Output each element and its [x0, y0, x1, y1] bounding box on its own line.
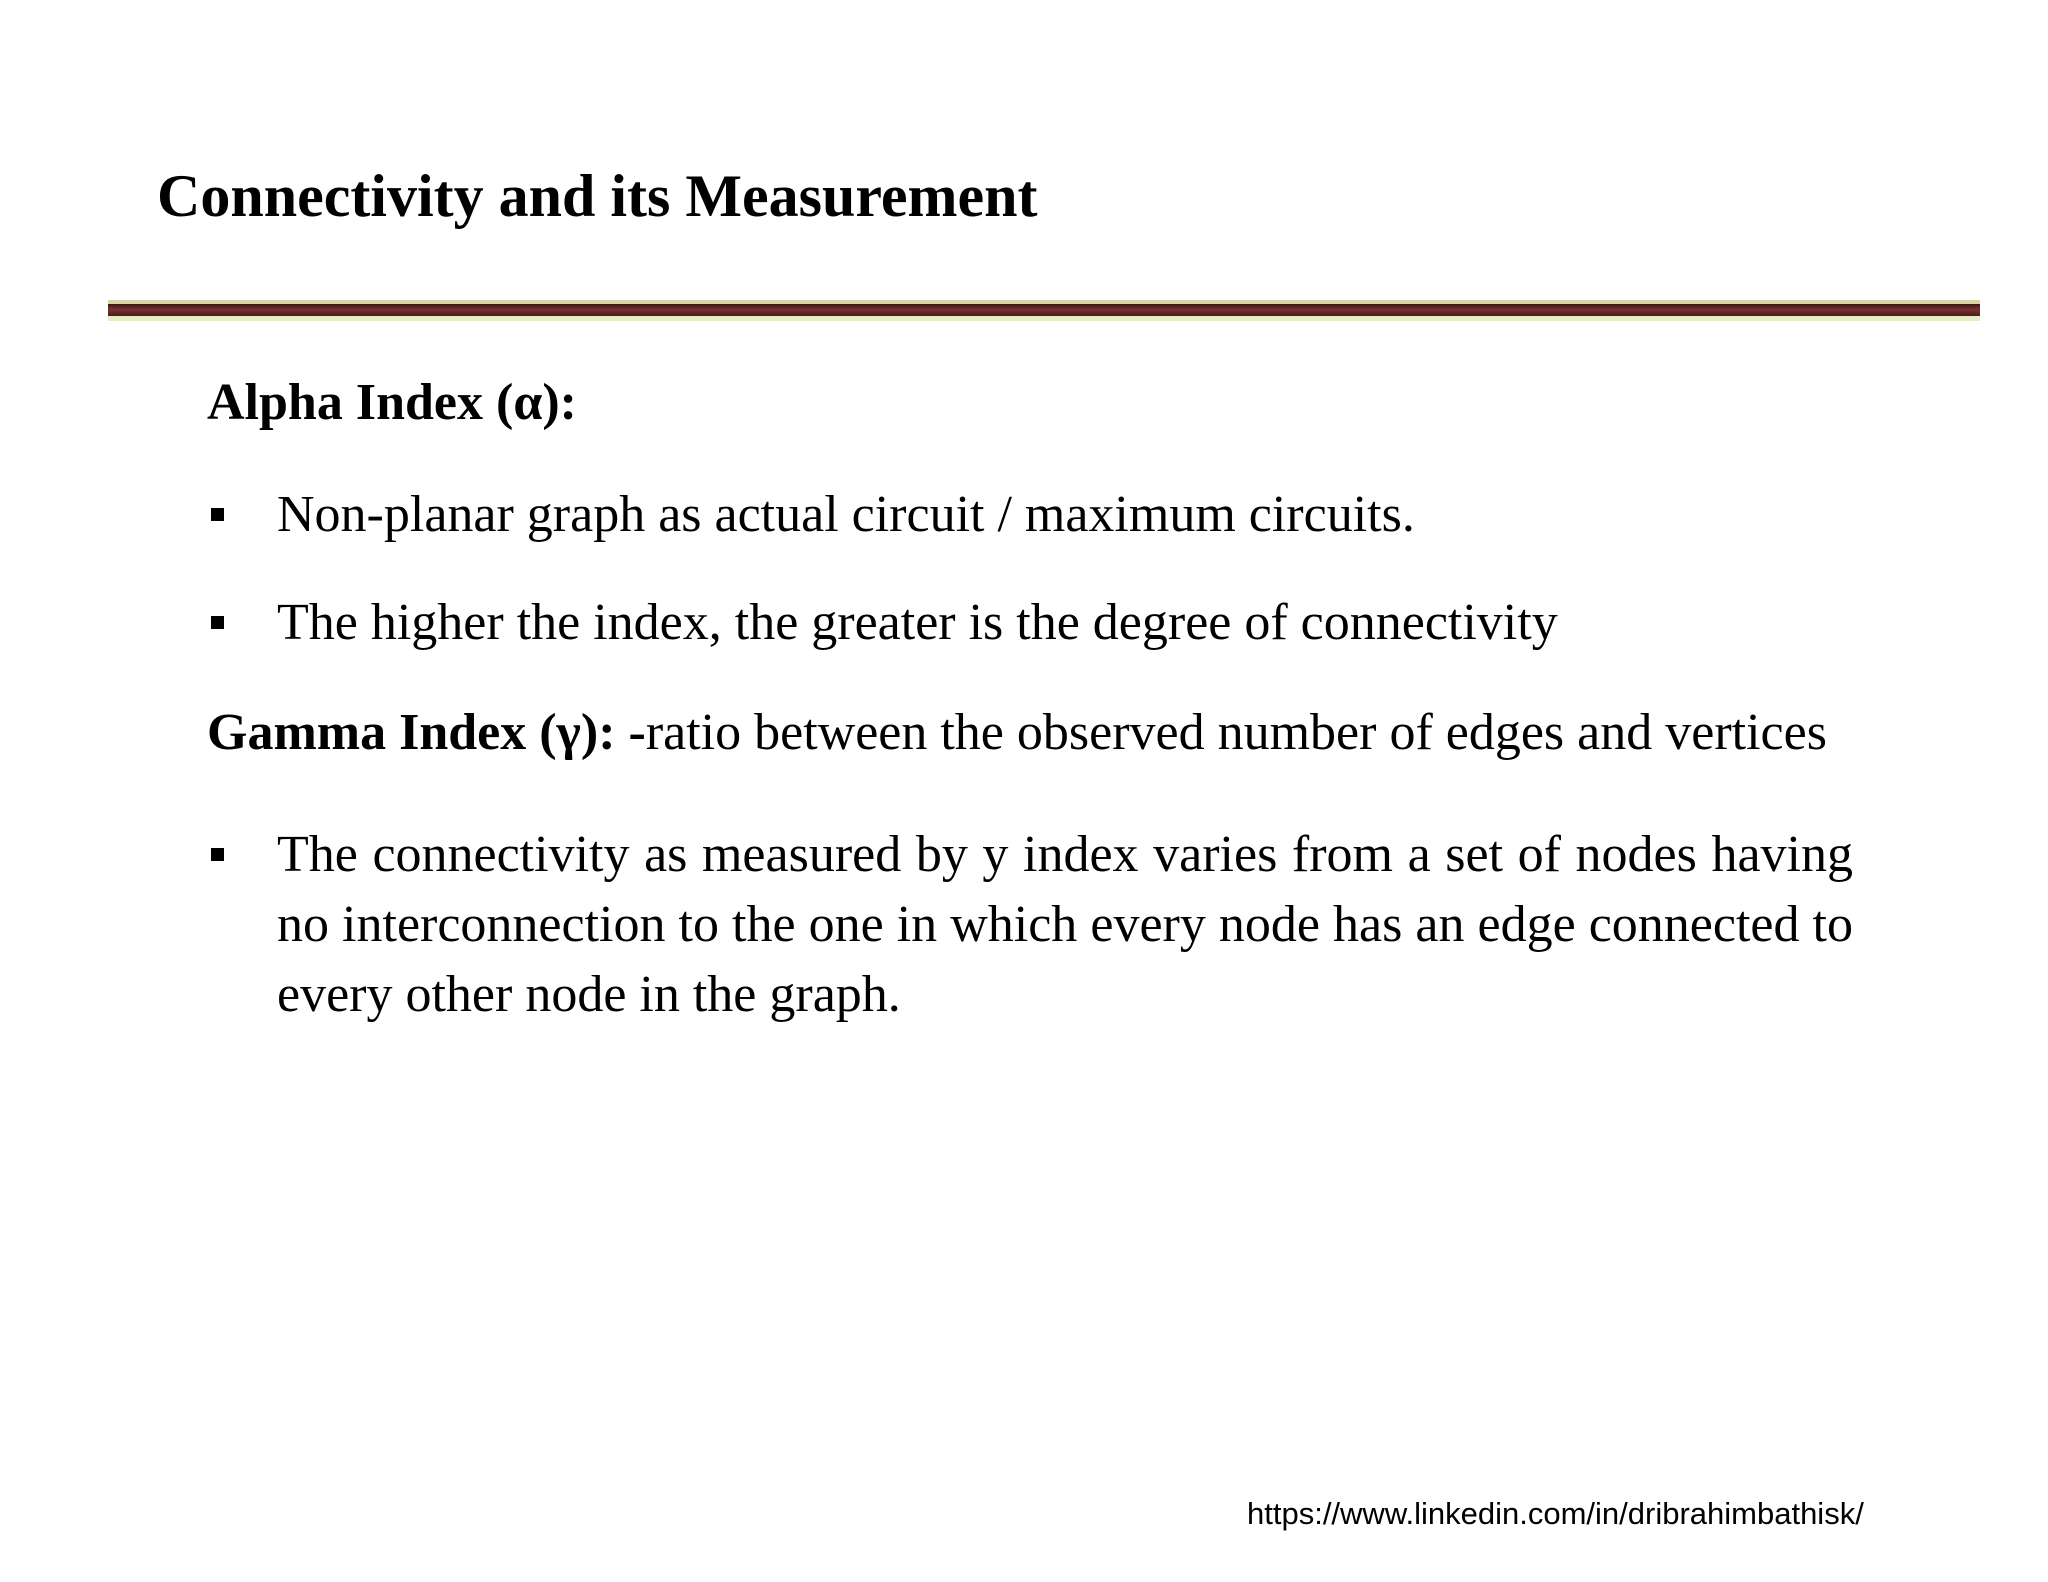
- square-bullet-icon: [211, 848, 224, 861]
- gamma-bullet-1-text: The connectivity as measured by y index varies from a set of nodes having no interconnection to the one in which every node has an edge connected to every other node in the graph.: [277, 826, 1853, 1023]
- slide-content: [207, 368, 1853, 1030]
- divider-band: [108, 304, 1980, 316]
- title-divider: [108, 300, 1980, 322]
- gamma-index-heading: Gamma Index (γ): -: [207, 704, 646, 761]
- gamma-bullet-1: [207, 820, 1853, 1030]
- gamma-index-text: ratio between the observed number of edges and vertices: [645, 704, 1827, 761]
- square-bullet-icon: [211, 616, 224, 629]
- alpha-bullet-1-text: Non-planar graph as actual circuit / maximum circuits.: [277, 486, 1415, 543]
- gamma-index-paragraph: [207, 698, 1853, 768]
- alpha-bullet-1: [207, 480, 1853, 550]
- slide-title: Connectivity and its Measurement: [157, 163, 1038, 229]
- square-bullet-icon: [211, 508, 224, 521]
- footer-linkedin-link[interactable]: https://www.linkedin.com/in/dribrahimbathisk/: [1247, 1496, 1864, 1531]
- alpha-bullet-2-text: The higher the index, the greater is the degree of connectivity: [277, 594, 1558, 651]
- alpha-index-heading: Alpha Index (α):: [207, 374, 577, 431]
- alpha-bullet-2: [207, 588, 1853, 658]
- divider-highlight-bottom: [108, 316, 1980, 321]
